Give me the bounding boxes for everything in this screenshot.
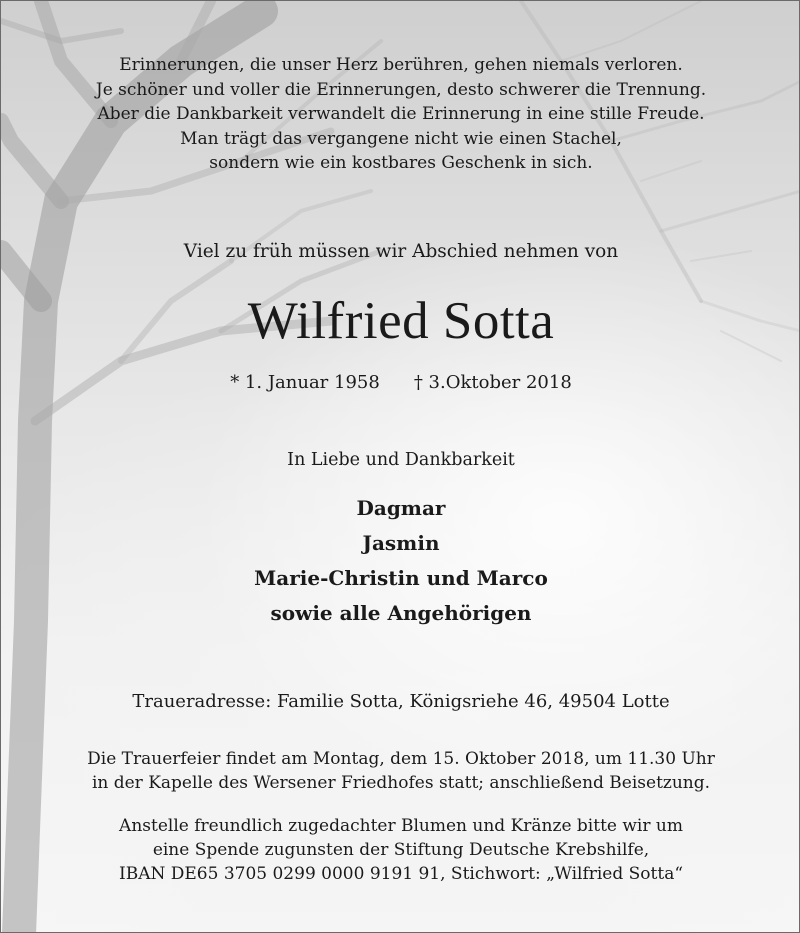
mourner-name: Dagmar — [356, 496, 446, 520]
poem-line: Man trägt das vergangene nicht wie einen Stachel, — [180, 128, 622, 149]
mourner-name: Marie-Christin und Marco — [254, 566, 548, 590]
birth-date: * 1. Januar 1958 — [230, 372, 380, 393]
mourners-list — [1, 491, 800, 631]
mourner-name: Jasmin — [362, 531, 440, 555]
poem-line: Je schöner und voller die Erinnerungen, desto schwerer die Trennung. — [95, 79, 707, 100]
donation-info — [1, 814, 800, 886]
mourner-name: sowie alle Angehörigen — [270, 601, 532, 625]
poem-line: Aber die Dankbarkeit verwandelt die Erinnerung in eine stille Freude. — [97, 104, 705, 124]
death-date: † 3.Oktober 2018 — [413, 372, 572, 393]
farewell-intro: Viel zu früh müssen wir Abschied nehmen von — [183, 241, 619, 262]
ceremony-line: Die Trauerfeier findet am Montag, dem 15. Oktober 2018, um 11.30 Uhr — [87, 749, 715, 769]
life-dates — [1, 372, 800, 393]
poem-line: sondern wie ein kostbares Geschenk in sich. — [209, 153, 593, 173]
poem-line: Erinnerungen, die unser Herz berühren, gehen niemals verloren. — [119, 55, 683, 75]
ceremony-info — [1, 747, 800, 795]
mourning-address: Traueradresse: Familie Sotta, Königsriehe 46, 49504 Lotte — [132, 691, 670, 712]
donation-line: eine Spende zugunsten der Stiftung Deutsche Krebshilfe, — [152, 840, 650, 860]
donation-line: Anstelle freundlich zugedachter Blumen und Kränze bitte wir um — [119, 816, 683, 836]
poem — [1, 53, 800, 176]
donation-line: IBAN DE65 3705 0299 0000 9191 91, Stichwort: „Wilfried Sotta“ — [118, 864, 684, 884]
ceremony-line: in der Kapelle des Wersener Friedhofes statt; anschließend Beisetzung. — [91, 773, 711, 793]
deceased-name: Wilfried Sotta — [247, 292, 555, 350]
mourners-intro: In Liebe und Dankbarkeit — [287, 450, 515, 470]
